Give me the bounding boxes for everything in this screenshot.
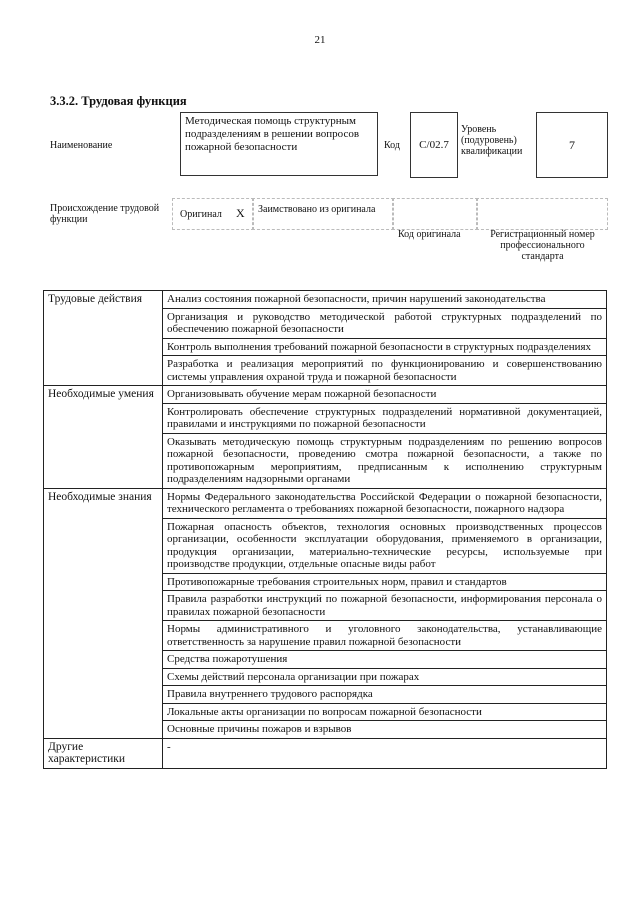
row-item: Организация и руководство методической работой структурных подразделений по обеспечению пожарной безопасности (163, 308, 607, 338)
original-label: Оригинал (180, 209, 222, 220)
code-original-label: Код оригинала (398, 229, 461, 240)
page-number: 21 (314, 34, 326, 46)
row-item: Организовывать обучение мерам пожарной безопасности (163, 386, 607, 404)
row-item: Противопожарные требования строительных норм, правил и стандартов (163, 573, 607, 591)
row-item: - (163, 738, 607, 768)
name-label: Наименование (50, 140, 113, 151)
row-item: Пожарная опасность объектов, технология основных производственных процессов организации, особенности эксплуатации оборудования, применяемого в организации, продукция организации, материально-технические ресурсы, используемые при производстве продукции, отдельные опасные виды работ (163, 518, 607, 573)
reg-number-label: Регистрационный номер профессионального стандарта (490, 229, 595, 262)
reg-number-box (476, 198, 608, 230)
table-row (44, 738, 607, 768)
row-item: Нормы административного и уголовного законодательства, устанавливающие ответственность за нарушение правил пожарной безопасности (163, 621, 607, 651)
row-item: Основные причины пожаров и взрывов (163, 721, 607, 739)
table-row (44, 291, 607, 309)
row-item: Схемы действий персонала организации при пожарах (163, 668, 607, 686)
row-item: Правила разработки инструкций по пожарной безопасности, информирования персонала о правилах пожарной безопасности (163, 591, 607, 621)
level-label: Уровень (подуровень) квалификации (461, 124, 523, 157)
table-row (44, 386, 607, 404)
function-name: Методическая помощь структурным подразделениям в решении вопросов пожарной безопасности (180, 112, 378, 176)
level-value: 7 (536, 112, 608, 178)
row-item: Контроль выполнения требований пожарной безопасности в структурных подразделениях (163, 338, 607, 356)
row-item: Разработка и реализация мероприятий по функционированию и совершенствованию системы управления охраной труда и пожарной безопасности (163, 356, 607, 386)
row-heading: Необходимые умения (44, 386, 163, 489)
row-item: Средства пожаротушения (163, 651, 607, 669)
row-heading: Трудовые действия (44, 291, 163, 386)
code-original-box (392, 198, 478, 230)
code-value: С/02.7 (410, 112, 458, 178)
original-mark: X (236, 206, 245, 220)
row-item: Нормы Федерального законодательства Российской Федерации о пожарной безопасности, технического регламента о требованиях пожарной безопасности, пожарного надзора (163, 488, 607, 518)
function-table (43, 290, 607, 769)
section-title: 3.3.2. Трудовая функция (50, 94, 187, 108)
table-row (44, 488, 607, 518)
row-item: Оказывать методическую помощь структурным подразделениям по решению вопросов пожарной безопасности, проведению смотра пожарной безопасности, а также по противопожарным мероприятиям, предписанным к исполнению структурным подразделениям надзорными органами (163, 433, 607, 488)
row-heading: Другие характеристики (44, 738, 163, 768)
row-item: Анализ состояния пожарной безопасности, причин нарушений законодательства (163, 291, 607, 309)
origin-label: Происхождение трудовой функции (50, 203, 160, 225)
code-label: Код (384, 140, 400, 151)
row-item: Локальные акты организации по вопросам пожарной безопасности (163, 703, 607, 721)
row-item: Правила внутреннего трудового распорядка (163, 686, 607, 704)
borrowed-label: Заимствовано из оригинала (258, 204, 376, 215)
row-heading: Необходимые знания (44, 488, 163, 738)
row-item: Контролировать обеспечение структурных подразделений нормативной документацией, правилами и инструкциями по пожарной безопасности (163, 403, 607, 433)
